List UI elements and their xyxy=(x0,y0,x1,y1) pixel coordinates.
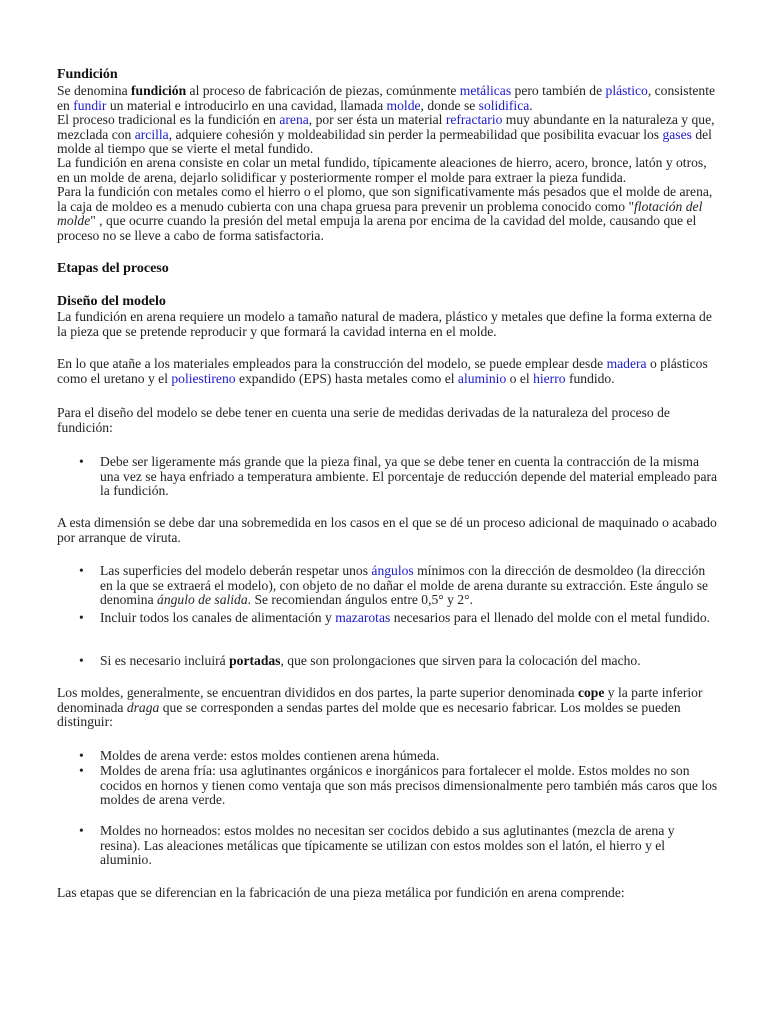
text: y la parte inferior denominada xyxy=(57,685,703,715)
section-heading xyxy=(57,68,719,83)
list-item xyxy=(100,824,718,868)
list-item xyxy=(100,749,718,764)
wiki-link[interactable]: metálicas xyxy=(459,83,512,98)
text: pero también de xyxy=(511,83,606,98)
paragraph xyxy=(57,156,719,185)
text: necesarios para el llenado del molde con el metal fundido. xyxy=(390,610,711,625)
bold-term: portadas xyxy=(229,653,281,668)
text: , por ser ésta un material xyxy=(308,112,446,127)
list-item xyxy=(100,564,718,608)
wiki-link[interactable]: refractario xyxy=(445,112,503,127)
wiki-link[interactable]: plástico xyxy=(605,83,648,98)
wiki-link[interactable]: arena xyxy=(279,112,309,127)
text: , donde se xyxy=(420,97,479,113)
text: La fundición en arena consiste en colar un metal fundido, típicamente aleaciones de hierro, acero, bronce, latón y otros, en un molde de arena, dejarlo solidificar y posteriormente romper el molde para extraer la pieza fundida. xyxy=(57,155,707,185)
wiki-link[interactable]: ángulos xyxy=(371,563,414,578)
text: o plásticos como el uretano y el xyxy=(57,356,708,386)
text: Fundición xyxy=(57,67,118,82)
text: Moldes de arena verde: estos moldes contienen arena húmeda. xyxy=(100,748,440,763)
text: Incluir todos los canales de alimentación y xyxy=(100,610,336,625)
text: Moldes no horneados: estos moldes no necesitan ser cocidos debido a sus aglutinantes (mezcla de arena y resina). Las aleaciones metálicas que típicamente se utilizan con estos moldes son el latón, el hierro y el aluminio. xyxy=(100,823,675,868)
text: expandido (EPS) hasta metales como el xyxy=(235,370,458,386)
wiki-link[interactable]: fundir xyxy=(73,97,107,113)
text: muy abundante en la naturaleza y que, mezclada con xyxy=(57,112,715,142)
text: Etapas del proceso xyxy=(57,261,169,276)
wiki-link[interactable]: aluminio xyxy=(457,370,507,386)
paragraph xyxy=(57,686,719,730)
bold-term: fundición xyxy=(131,83,187,98)
italic-term: flotación del molde xyxy=(57,198,703,229)
text: Si es necesario incluirá xyxy=(100,653,230,668)
paragraph xyxy=(57,310,719,339)
text: En lo que atañe a los materiales empleados para la construcción del modelo, se puede emplear desde xyxy=(57,356,607,371)
text: , adquiere cohesión y moldeabilidad sin perder la permeabilidad que posibilita evacuar los xyxy=(168,126,663,142)
text: . xyxy=(529,97,533,113)
list-item xyxy=(100,764,718,808)
section-heading xyxy=(57,295,719,310)
list-item xyxy=(100,611,718,626)
text: Diseño del modelo xyxy=(57,294,166,309)
wiki-link[interactable]: molde xyxy=(386,97,421,113)
text: . Se recomiendan ángulos entre 0,5° y 2°. xyxy=(247,592,473,608)
wiki-link[interactable]: gases xyxy=(662,126,692,142)
paragraph xyxy=(57,516,719,545)
text: Las etapas que se diferencian en la fabricación de una pieza metálica por fundición en arena comprende: xyxy=(57,885,625,900)
paragraph xyxy=(57,185,719,243)
text: , que son prolongaciones que sirven para la colocación del macho. xyxy=(280,653,641,668)
text: Moldes de arena fría: usa aglutinantes orgánicos e inorgánicos para fortalecer el molde. Estos moldes no son cocidos en hornos y tienen como ventaja que son más precisos dimensionalmente pero también más caros que los moldes de arena verde. xyxy=(100,763,718,808)
paragraph xyxy=(57,84,719,113)
text: El proceso tradicional es la fundición en xyxy=(57,112,280,127)
wiki-link[interactable]: mazarotas xyxy=(335,610,391,625)
text: Debe ser ligeramente más grande que la pieza final, ya que se debe tener en cuenta la contracción de la misma una vez se haya enfriado a temperatura ambiente. El porcentaje de reducción depende del material empleado para la fundición. xyxy=(100,454,718,499)
text: fundido. xyxy=(565,370,615,386)
italic-term: ángulo de salida xyxy=(157,592,248,608)
text: A esta dimensión se debe dar una sobremedida en los casos en el que se dé un proceso adicional de maquinado o acabado por arranque de viruta. xyxy=(57,515,717,545)
text: mínimos con la dirección de desmoldeo (la dirección en la que se extraerá el modelo), con objeto de no dañar el molde de arena durante su extracción. Este ángulo se denomina xyxy=(100,563,709,608)
text: del molde al tiempo que se vierte el metal fundido. xyxy=(57,126,712,157)
paragraph xyxy=(57,357,719,386)
text: Para el diseño del modelo se debe tener en cuenta una serie de medidas derivadas de la naturaleza del proceso de fundición: xyxy=(57,405,670,435)
section-heading xyxy=(57,262,719,277)
text: , consistente en xyxy=(57,83,716,113)
paragraph xyxy=(57,406,719,435)
list-item xyxy=(100,455,718,499)
text: Las superficies del modelo deberán respetar unos xyxy=(100,563,372,578)
text: un material e introducirlo en una cavidad, llamada xyxy=(106,97,387,113)
text: Los moldes, generalmente, se encuentran divididos en dos partes, la parte superior denominada xyxy=(57,685,578,700)
italic-term: draga xyxy=(126,699,160,715)
text: o el xyxy=(506,370,534,386)
wiki-link[interactable]: poliestireno xyxy=(171,370,236,386)
list-item xyxy=(100,654,718,669)
wiki-link[interactable]: arcilla xyxy=(134,126,169,142)
wiki-link[interactable]: solidifica xyxy=(478,97,530,113)
text: Para la fundición con metales como el hierro o el plomo, que son significativamente más pesados que el molde de arena, la caja de moldeo es a menudo cubierta con una chapa gruesa para prevenir un problema conocido como " xyxy=(57,184,713,214)
text: que se corresponden a sendas partes del molde que es necesario fabricar. Los moldes se pueden distinguir: xyxy=(57,699,681,730)
text: Se denomina xyxy=(57,83,131,98)
paragraph xyxy=(57,113,719,157)
text: La fundición en arena requiere un modelo a tamaño natural de madera, plástico y metales que define la forma externa de la pieza que se pretende reproducir y que formará la cavidad interna en el molde. xyxy=(57,309,712,339)
text: al proceso de fabricación de piezas, comúnmente xyxy=(186,83,460,98)
bold-term: cope xyxy=(577,685,605,700)
wiki-link[interactable]: hierro xyxy=(533,370,566,386)
paragraph xyxy=(57,886,719,901)
wiki-link[interactable]: madera xyxy=(606,356,647,371)
text: " , que ocurre cuando la presión del metal empuja la arena por encima de la cavidad del molde, causando que el proceso no se lleve a cabo de forma satisfactoria. xyxy=(57,213,697,243)
